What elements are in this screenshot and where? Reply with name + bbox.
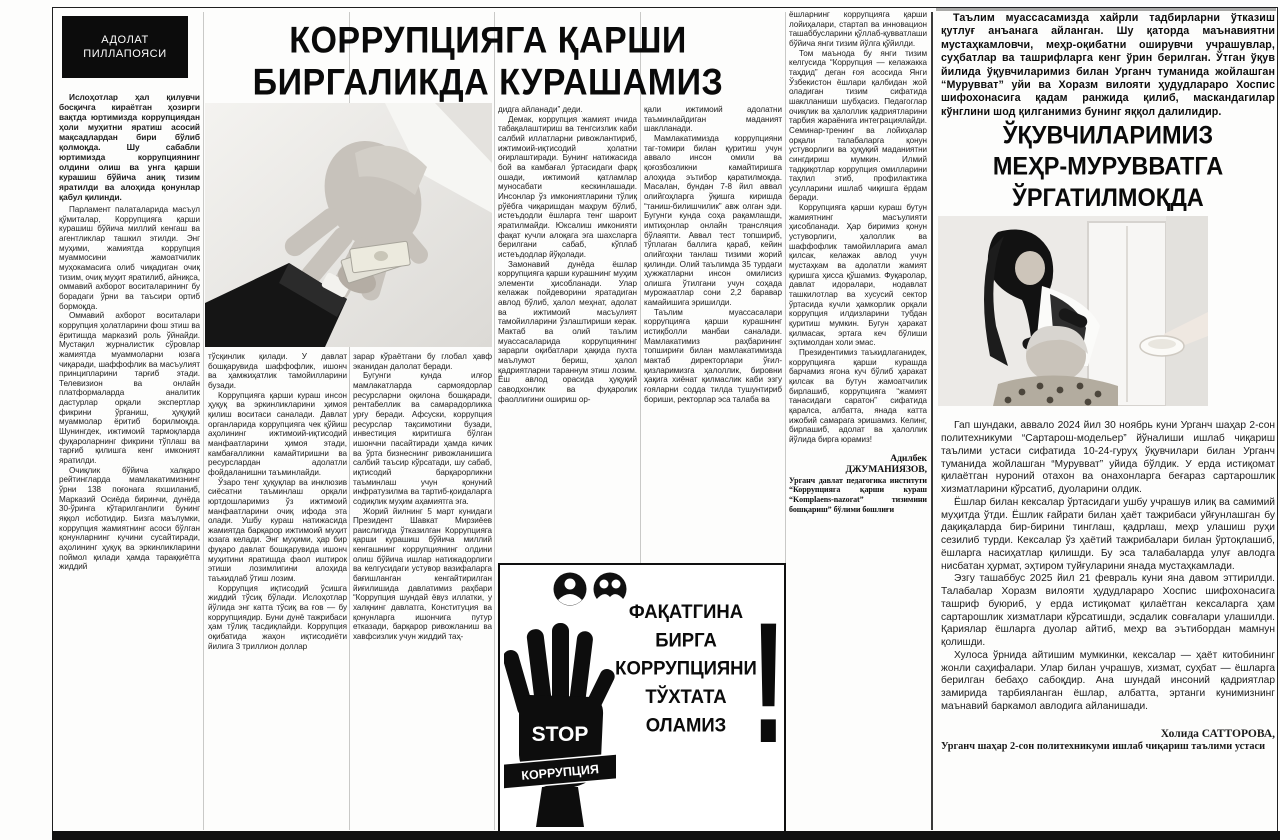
side-author-name: Холида САТТОРОВА, xyxy=(1160,727,1275,740)
article-lead: Ислоҳотлар ҳал қилувчи босқичга кираётган ҳозирги вақтда юртимизда коррупциядан ҳоли муҳитни яратиш асосий мақсадлардан бири бўлиб қолмоқда. Шу сабабли юртимизда коррупциянинг олдини олиш ва унга қарши курашиш бўйича аниқ тизим яратилди ва алоҳида қонунлар қабул қилинди. xyxy=(59,92,200,202)
column-4-paragraphs xyxy=(498,105,637,404)
side-headline-line1: ЎҚУВЧИЛАРИМИЗ xyxy=(1002,120,1214,149)
paragraph: Мамлакатимизда коррупцияни таг-томири билан қуритиш учун аввало инсон омили ва қоғозбозликни камайтиришга алоҳида эътибор қаратилмоқда. Масалан, бундан 7-8 йил аввал олийгоҳларга ўқишга киришда “таниш-билишчилик” авж олган эди. Бугунги кунда соҳа рақамлашди, имтиҳонлар онлайн трансляция бўлаяпти. Аввал тест топшириб, тўплаган баллига қараб, кейин олийгоҳни танлаш тизими жорий қилинди. Олий таълимда 35 турдаги ҳужжатларни инсон омилисиз олишга ўтилгани учун соҳада мурожаатлар сони 2,2 баравар камайишига эришилди. xyxy=(644,133,782,308)
main-headline xyxy=(198,20,778,104)
paragraph: Гап шундаки, аввало 2024 йил 30 ноябрь куни Урганч шаҳар 2-сон политехникуми “Сартарош-модельер” йўналиши ишлаб чиқариш таълими устаси сифатида 10-24-гуруҳ ўқувчилари билан Урганч туманида жойлашган “Мурувват” уйида бўлдик. У ерда истиқомат қилаётган нуроний отахон ва онахонларга беғараз сартарошлик хизматларини кўрсатиб, дуоларини олдик. xyxy=(941,420,1275,495)
paragraph: тўсқинлик қилади. У давлат бошқарувида шаффофлик, ишонч ва ҳамжиҳатлик тамойилларини бузади. xyxy=(208,352,347,390)
paragraph: Ўзаро тенг ҳуқуқлар ва инклюзив сиёсатни таъминлаш орқали юртдошларимиз ўз ижтимоий манфаатларини очиқ ифода эта олади. Ушбу кураш натижасида жамиятда барқарор ижтимоий муҳит юзага келади. Энг муҳими, ҳар бир фуқаро давлат бошқарувида ишонч муҳитини яратишда фаол иштирок этиши лозимлигини алоҳида таъкидлаб ўтиш лозим. xyxy=(208,477,347,584)
side-photo-haircut xyxy=(938,216,1208,406)
paragraph: Коррупцияга қарши кураш бутун жамиятнинг масъулияти ҳисобланади. Ҳар биримиз қонун устуворлиги, ҳалоллик ва шаффофлик тамойилларига амал қилсак, келажак авлод учун мустаҳкам ва адолатли жамият қуришга ҳисса қўшамиз. Фуқаролар, давлат идоралари, нодавлат ташкилотлар ва хусусий сектор ўртасида кучли ҳамкорлик орқали коррупция илдизларини тубдан қуритиш мумкин. Бугун ҳаракат қилмасак, эртага кеч бўлиши эҳтимолдан холи эмас. xyxy=(789,203,927,348)
rubric-line2: ПИЛЛАПОЯСИ xyxy=(83,48,167,60)
stop-ribbon-label: КОРРУПЦИЯ xyxy=(520,762,600,783)
paragraph: Демак, коррупция жамият ичида табақалаштириш ва тенгсизлик каби салбий иллатларни ривожлантириб, ижтимоий-иқтисодий ҳолатни оғирлаштиради. Бунинг натижасида бой ва камбағал ўртасидаги фарқ ошади, ижтимоий қатламлар муносабати кескинлашади. Инсонлар ўз имкониятларини тўлиқ рўёбга чиқаришдан маҳрум бўлиб, истеъдодли ёшларга тенг шароит яратилмайди. Юксалиш имконияти фақат кучли алоқага эга шахсларга берилгани сабаб, кўплаб истеъдодлар йўқолади. xyxy=(498,114,637,259)
side-article-body xyxy=(941,420,1275,713)
paragraph: дидга айланади” деди. xyxy=(498,105,583,114)
stop-slogan xyxy=(612,597,760,739)
paragraph: Том маънода бу янги тизим келгусида “Коррупция — келажакка таҳдид” деган ғоя асосида Янги Ўзбекистон ёшлари қалбидан жой оладиган тизим сифатида шаклланиши шубҳасиз. Педагоглар очиқлик ва ҳалоллик қадриятларини тарбия жараёнига интеграциялайди. Семинар-тренинг ва лойиҳалар орқали талабаларга қонун устуворлиги ва ҳуқуқий маданиятни сингдириш мумкин. Илмий тадқиқотлар коррупция омилларини таҳлил этиб, профилактика усулларини ишлаб чиқишга ёрдам беради. xyxy=(789,48,927,203)
column-rule xyxy=(203,12,204,830)
paragraph: Бугунги кунда илғор мамлакатларда сармоядорлар ресурсларни оқилона бошқаради, рентабеллик ва самарадорликка урғу беради. Афсуски, коррупция ресурслар тақсимотини бузади, инвестиция киритишга бўлган ишончни пасайтиради ҳамда кичик ва ўрта бизнеснинг ривожланишига салбий таъсир кўрсатади, шу сабаб, иқтисодий барқарорликни таъминлаш учун қонуний инфратузилма ва тартиб-қоидаларга содиқлик муҳим аҳамиятга эга. xyxy=(353,371,492,506)
main-photo-illustration xyxy=(205,103,492,347)
paragraph: Коррупцияга қарши кураш инсон ҳуқуқ ва эркинликларини ҳимоя қилиш воситаси саналади. Давлат органларида коррупцияга чек қўйиш аҳолининг ижтимоий-иқтисодий манфаатларини ҳимоя этади, камбағалликни камайтиришни ва ресурслардан адолатли фойдаланишни таъминлайди. xyxy=(208,390,347,477)
paragraph: Коррупция иқтисодий ўсишга жиддий тўсиқ бўлади. Ислоҳотлар йўлида энг катта тўсиқ ва ғов — бу коррупциядир. Буни дунё тажрибаси ҳам тўлиқ тасдиқлайди. Коррупция оқибатида жаҳон иқтисодиёти йилига 3 триллион доллар xyxy=(208,583,347,651)
column-2-paragraphs xyxy=(208,352,347,651)
paragraph: Хулоса ўрнида айтишим мумкинки, кексалар — ҳаёт китобининг жонли саҳифалари. Улар билан учрашув, хизмат, суҳбат — ёшларга берилган бебаҳо сабоқдир. Ана шундай инсоний қадриятлар замирида тарбияланган ёшлар, албатта, эртанги кунимизнинг маънавий баркамол авлодига айланишади. xyxy=(941,649,1275,712)
paragraph: Замонавий дунёда ёшлар коррупцияга қарши курашнинг муҳим элементи ҳисобланади. Улар келажак пойдеворини яратадиган авлод бўлиб, ҳалол меҳнат, адолат ва ижтимоий масъулият тамойилларини ўзлаштириши керак. Мактаб ва олий таълим муассасаларида коррупциянинг зарарли оқибатлари ҳақида пухта маълумот бериш, ҳалол қадриятларни тараннум этиш лозим. Ёш авлод орасида ҳуқуқий саводхонлик ва фуқаролик фаоллигини ошириш ор- xyxy=(498,259,637,404)
column-3-paragraphs xyxy=(353,352,492,642)
article-column-1 xyxy=(59,14,200,826)
paragraph: қали ижтимоий адолатни таъминлайдиган маданият шаклланади. xyxy=(644,105,782,134)
side-photo-illustration xyxy=(938,216,1208,406)
article-column-3 xyxy=(353,352,492,830)
column-6-paragraphs xyxy=(789,10,927,445)
paragraph: зарар кўраётгани бу глобал ҳавф эканидан далолат беради. xyxy=(353,352,492,371)
paragraph: Президентимиз таъкидлаганидек, коррупцияга қарши курашда барчамиз ягона куч бўлиб ҳаракат қилсак ва бутун жамоатчилик бирлашиб, коррупцияга “жамият танасидаги саратон” сифатида қаралса, албатта, янада катта ижобий самарага эришамиз. Келинг, бирлашиб, адолат ва ҳалоллик йўлида бирга юрамиз! xyxy=(789,347,927,444)
stop-slogan-line: ФАҚАТГИНА xyxy=(628,600,744,623)
stop-slogan-line: ТЎХТАТА xyxy=(645,685,727,708)
stop-slogan-line: ОЛАМИЗ xyxy=(645,713,727,736)
stop-hand-graphic xyxy=(504,609,616,827)
column-1-paragraphs xyxy=(59,205,200,572)
stop-corruption-box xyxy=(498,563,786,837)
paragraph: Ёшлар билан кексалар ўртасидаги ушбу учрашув илиқ ва самимий муҳитда ўтди. Ёшлик ғайрати билан ҳаёт тажрибаси уйғунлашган бу дақиқаларда бир-бирини тинглаш, қадрлаш, меҳр улашиш руҳи сезилиб турди. Кексалар ўз ҳаётий тажрибалари билан ўртоқлашиб, ёшларга насиҳатлар қилишди. Бу эса талабаларда улуғ авлодга нисбатан ҳурмат, эҳтиром туйғуларини янада мустаҳкамлади. xyxy=(941,496,1275,572)
main-headline-line1: КОРРУПЦИЯГА ҚАРШИ xyxy=(289,20,687,62)
people-badge-icon xyxy=(552,571,588,607)
side-article-headline xyxy=(953,120,1263,214)
stop-hand-label: STOP xyxy=(531,723,589,746)
side-article-lead: Таълим муассасамизда хайрли тадбирларни ўтказиш қутлуғ анъанага айланган. Шу қаторда маънавиятни мустаҳкамловчи, меҳр-оқибатни оширувчи учрашувлар, суҳбатлар ва ташрифларга кенг ўрин берилган. Ўтган ўқув йилида ўқувчиларимиз билан Урганч туманида жойлашган “Мурувват” уйи ва Хоразм вилояти ҳудудлараро Хоспис шифохонасига қадам ранжида қилиб, маскандагилар кўнглини шод қилганимиз бунинг яққол далилидир. xyxy=(941,12,1275,118)
column-rule xyxy=(494,12,495,830)
author-name: Адилбек ДЖУМАНИЯЗОВ, xyxy=(845,452,927,475)
rubric-line1: АДОЛАТ xyxy=(101,34,149,46)
article-column-2 xyxy=(208,352,347,830)
side-article xyxy=(941,8,1275,830)
main-photo-stop-bribe xyxy=(205,103,492,347)
paragraph: Парламент палаталарида масъул қўмиталар, Коррупцияга қарши курашиш бўйича миллий кенгаш ва агентликлар ташкил этилди. Энг муҳими, жамиятда коррупция муаммосини жамоатчилик муҳокамасига олиб чиқадиган очиқ тизим, очиқ муҳит яратилиб, айниқса, оммавий ахборот воситаларининг бу борадаги ўрни ва таъсири ортиб бормоқда. xyxy=(59,205,200,311)
paragraph: Жорий йилнинг 5 март кунидаги Президент Шавкат Мирзиёев раислигида ўтказилган Коррупцияга қарши курашиш бўйича миллий кенгашнинг коррупциянинг олдини олиш бўйича ишлар натижадорлиги ва келгусидаги устувор вазифаларга бағишланган кенгайтирилган йиғилишида давлатимиз раҳбари “Коррупция шундай ёвуз иллатки, у халқнинг давлатга, Конституция ва қонунларга ишончига путур етказади, барқарор ривожланиш ва хавфсизлик учун жиддий таҳ- xyxy=(353,506,492,642)
paragraph: Оммавий ахборот воситалари коррупция ҳолатларини фош этиш ва ёритишда марказий роль ўйнайди. Мустақил журналистик сўровлар жамиятда муаммоларни юзага чиқаради, шаффофлик ва масъулият принципларини тарғиб этади. Телевизион ва онлайн платформаларда аналитик дастурлар орқали экспертлар фикрини ўрганиш, ҳуқуқий муаммолар ёритиб борилмоқда. Шунингдек, ижтимоий тармоқларда фуқароларнинг фикрини тўплаш ва тарғиб қилишга кенг имконият яратилди. xyxy=(59,311,200,466)
stop-slogan-line: БИРГА xyxy=(655,628,717,651)
column-5-paragraphs xyxy=(644,105,782,404)
side-headline-line2: МЕҲР-МУРУВВАТГА xyxy=(992,152,1224,181)
article-column-6 xyxy=(789,10,927,828)
paragraph: Очиқлик бўйича халқаро рейтингларда мамлакатимизнинг ўрни 138 поғонага яхшиланиб, Марказий Осиёда биринчи, дунёда 30-ўринга кўтарилганлиги бунинг яққол исботидир. Бизга маълумки, коррупция жамиятнинг асоси бўлган қонунларнинг кучини сусайтиради, аҳолининг ҳуқуқ ва эркинликларини поймол қилади ҳамда тараққиётга жиддий xyxy=(59,465,200,572)
article-column-4 xyxy=(498,105,637,557)
section-divider-rule xyxy=(931,12,933,830)
author-role: Урганч давлат педагогика институти “Коррупцияга қарши кураш “Komplaens-nazorat” тизимини бошқариш” бўлими бошлиғи xyxy=(789,475,927,514)
paragraph: Таълим муассасалари коррупцияга қарши курашнинг истиқболли манбаи саналади. Мамлакатимиз раҳбарининг топшириғи билан мамлакатимизда мактаб директорлари ўғил-қизларимизга ҳалоллик, бировни ҳақига хиёнат қилмаслик каби эзгу ғояларни содда тилда тушунтириб бориши, ректорлар эса талаба ва xyxy=(644,307,782,404)
side-headline-line3: ЎРГАТИЛМОҚДА xyxy=(1012,183,1204,212)
bottom-rule xyxy=(52,831,1280,840)
article-column-5 xyxy=(644,105,782,557)
stop-slogan-line: КОРРУПЦИЯНИ xyxy=(615,656,757,679)
exclamation-mark: ! xyxy=(750,587,786,779)
side-author-role: Урганч шаҳар 2-сон политехникуми ишлаб чиқариш таълими устаси xyxy=(941,740,1266,752)
main-headline-line2: БИРГАЛИКДА КУРАШАМИЗ xyxy=(252,62,724,104)
paragraph: ёшларнинг коррупцияга қарши лойиҳалари, стартап ва инновацион ташаббусларини қўллаб-қувватлаши бўйича янги тизим йўлга қўйилди. xyxy=(789,10,927,48)
author-signature xyxy=(789,453,927,515)
paragraph: Эзгу ташаббус 2025 йил 21 февраль куни яна давом эттирилди. Талабалар Хоразм вилояти ҳудудлараро Хоспис шифохонасига ташриф буюриб, у ерда истиқомат қилаётган кексаларга ҳам сартарошлик хизматлари кўрсатишди, эсдалик совғалари улашилди. Қариялар ёшларга дуолар айтиб, меҳр ва эътибордан мамнун қолишди. xyxy=(941,573,1275,648)
